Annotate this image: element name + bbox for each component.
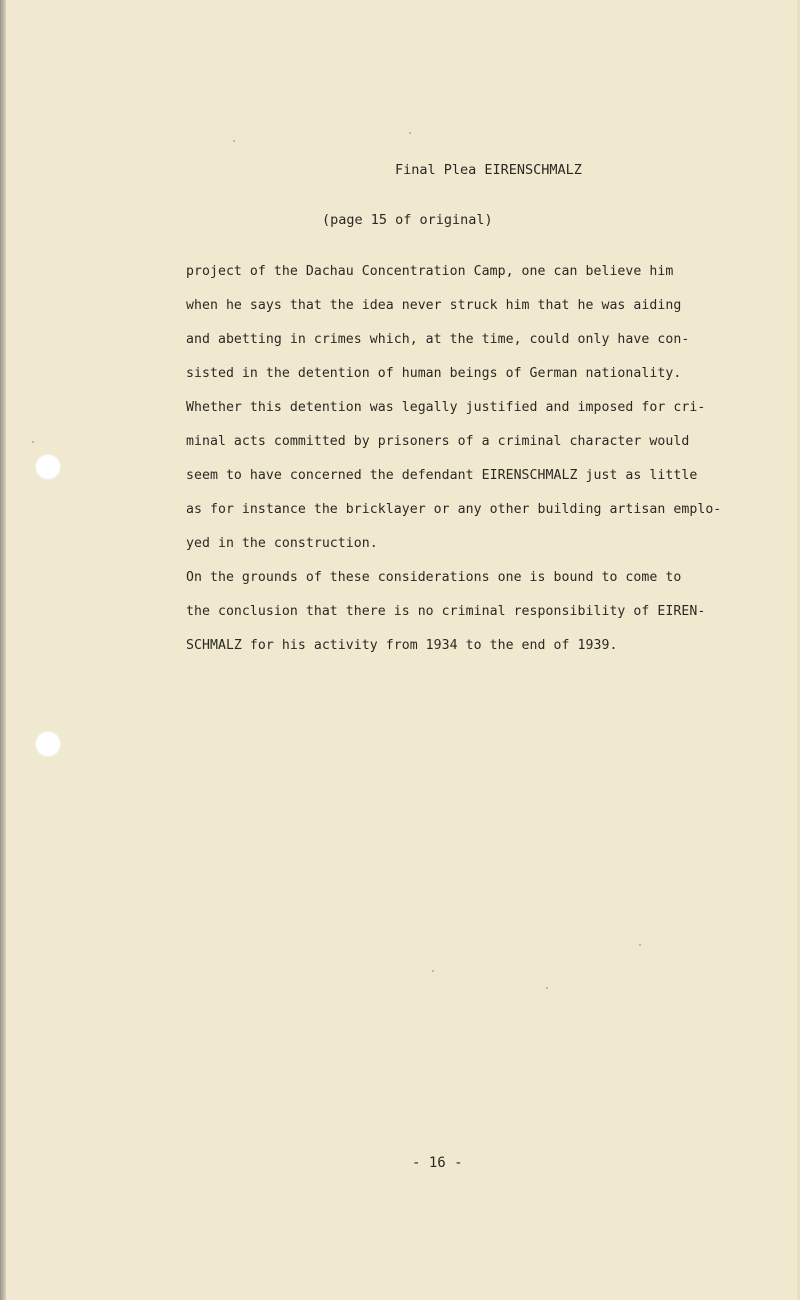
paper-speck: [233, 140, 235, 142]
body-line: when he says that the idea never struck him that he was aiding: [186, 298, 682, 313]
body-line: Whether this detention was legally justified and imposed for cri-: [186, 400, 706, 415]
body-line: minal acts committed by prisoners of a criminal character would: [186, 434, 690, 449]
paper-speck: [409, 132, 411, 134]
body-line: the conclusion that there is no criminal responsibility of EIREN-: [186, 604, 706, 619]
paper-speck: [639, 944, 641, 946]
punch-hole-upper: [35, 454, 61, 480]
body-line: sisted in the detention of human beings of German nationality.: [186, 366, 682, 381]
body-line: and abetting in crimes which, at the time, could only have con-: [186, 332, 690, 347]
document-body: [186, 262, 746, 670]
page-number: - 16 -: [412, 1155, 463, 1171]
paper-speck: [546, 987, 548, 989]
paper-speck: [432, 970, 434, 972]
document-subtitle: (page 15 of original): [322, 212, 493, 228]
body-line: project of the Dachau Concentration Camp, one can believe him: [186, 264, 674, 279]
document-title: Final Plea EIRENSCHMALZ: [395, 162, 582, 178]
body-line: SCHMALZ for his activity from 1934 to the end of 1939.: [186, 638, 618, 653]
body-line: yed in the construction.: [186, 536, 378, 551]
paper-speck: [32, 441, 34, 443]
punch-hole-lower: [35, 731, 61, 757]
page-left-edge: [0, 0, 6, 1300]
body-line: as for instance the bricklayer or any other building artisan emplo-: [186, 502, 722, 517]
body-line: seem to have concerned the defendant EIRENSCHMALZ just as little: [186, 468, 698, 483]
body-line: On the grounds of these considerations one is bound to come to: [186, 570, 682, 585]
